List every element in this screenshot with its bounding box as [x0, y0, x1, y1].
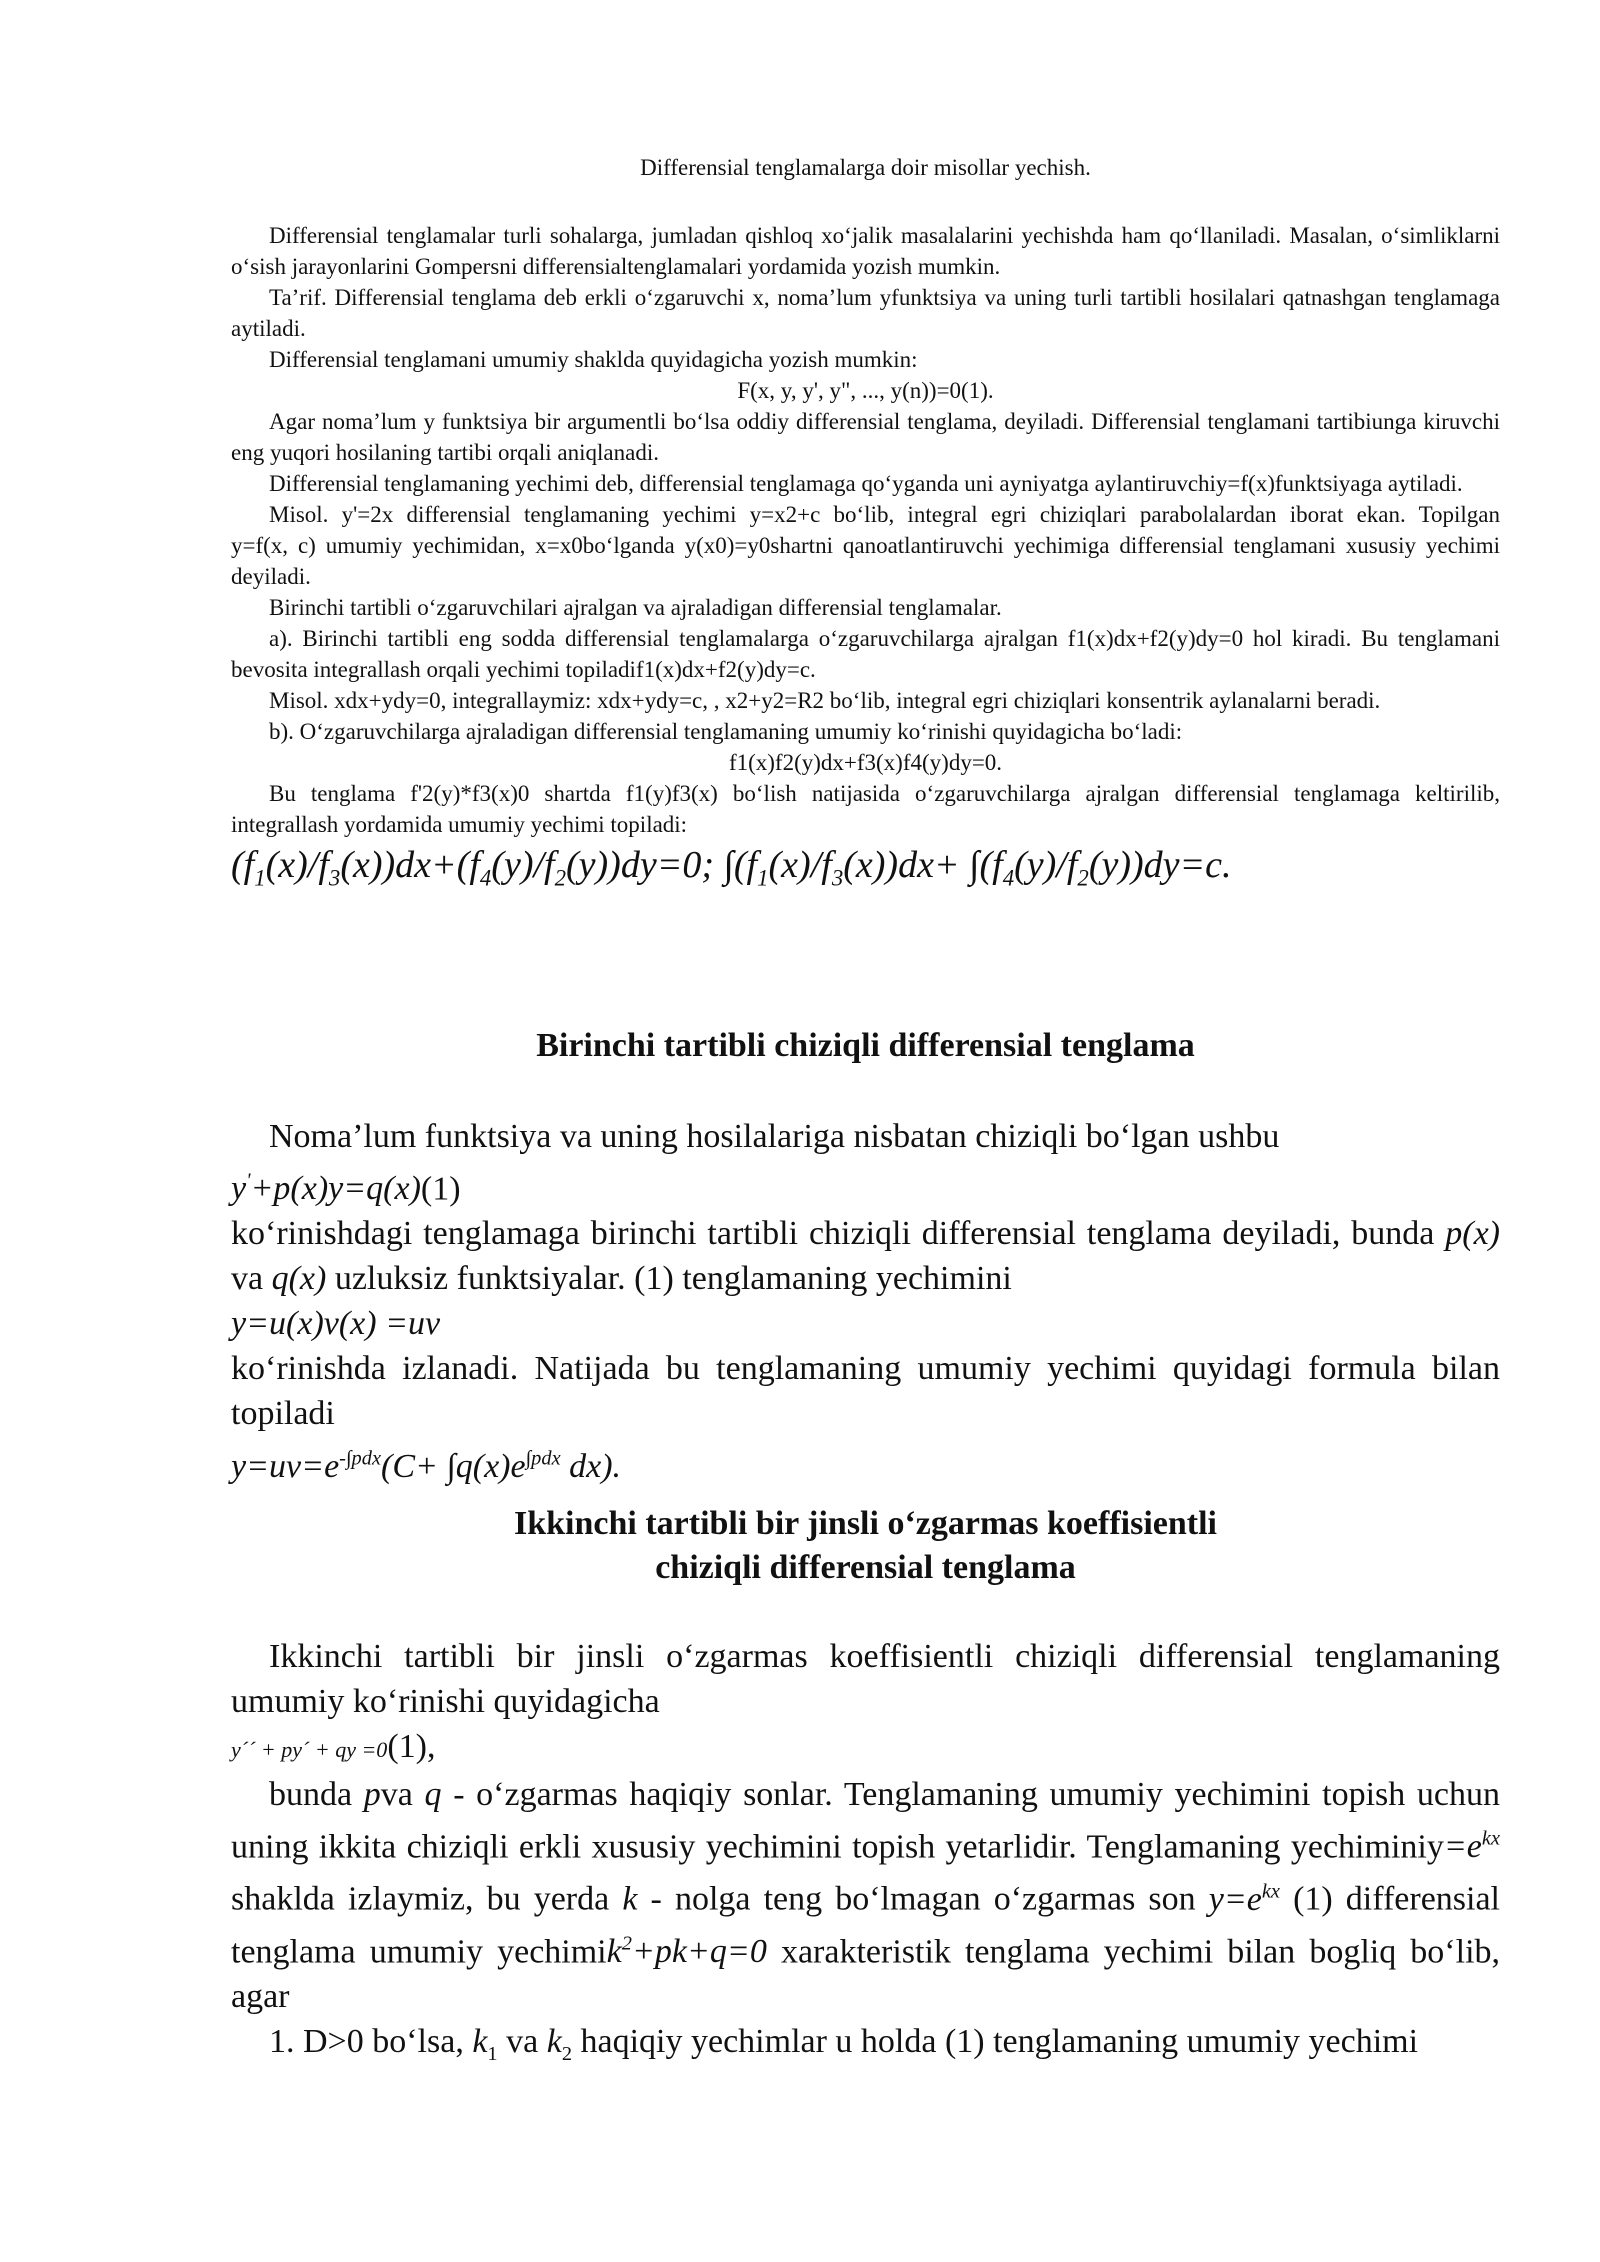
document-title: Differensial tenglamalarga doir misollar yechish. — [640, 155, 1091, 180]
homogeneous-equation: y´´ + py´ + qy =0(1), — [231, 1728, 436, 1765]
section2-body — [231, 1634, 1500, 2077]
general-form-paragraph: Differensial tenglamani umumiy shaklda quyidagicha yozish mumkin: — [269, 347, 918, 372]
section1-heading: Birinchi tartibli chiziqli differensial tenglama — [536, 1027, 1195, 1064]
section1-paragraph-2: ko‘rinishdagi tenglamaga birinchi tartibli chiziqli differensial tenglama deyiladi, bunda p(x) va q(x) uzluksiz funktsiyalar. (1) tenglamaning yechimini — [231, 1215, 1500, 1298]
solution-definition-paragraph: Differensial tenglamaning yechimi deb, differensial tenglamaga qo‘yganda uni ayniyatga aylantiruvchiy=f(x)funktsiyaga aytiladi. — [269, 471, 1463, 496]
section2-paragraph-3: 1. D>0 bo‘lsa, $k_1$ va $k_2$ haqiqiy yechimlar u holda (1) tenglamaning umumiy yechimi — [269, 2022, 1419, 2065]
section1-paragraph-3: ko‘rinishda izlanadi. Natijada bu tenglamaning umumiy yechimi quyidagi formula bilan topiladi — [231, 1350, 1500, 1433]
integral-formula: $(f_1(x)/f_3(x))dx+(f_4(y)/f_2(y))dy=0$; $\int(f_1(x)/f_3(x))dx+ \int(f_4(y)/f_2(y))dy=c$. — [231, 844, 1232, 891]
separable-heading: Birinchi tartibli o‘zgaruvchilari ajralgan va ajraladigan differensial tenglamalar. — [269, 595, 1002, 620]
section1-body — [231, 1114, 1500, 1489]
separation-result-paragraph: Bu tenglama f'2(y)*f3(x)0 shartda f1(y)f3(x) bo‘lish natijasida o‘zgaruvchilarga ajralgan differensial tenglamaga keltirilib, integrallash yordamida umumiy yechimi topiladi: — [231, 781, 1500, 837]
separable-case-paragraph: b). O‘zgaruvchilarga ajraladigan differensial tenglamaning umumiy ko‘rinishi quyidagicha bo‘ladi: — [269, 719, 1183, 744]
section2-heading-block — [231, 1502, 1500, 1590]
document-title-block — [231, 152, 1500, 183]
example-paragraph-2: Misol. xdx+ydy=0, integrallaymiz: xdx+ydy=c, , x2+y2=R2 bo‘lib, integral egri chiziqlari konsentrik aylanalarni beradi. — [269, 688, 1381, 713]
ordinary-de-paragraph: Agar noma’lum y funktsiya bir argumentli bo‘lsa oddiy differensial tenglama, deyiladi. Differensial tenglamani tartibiunga kiruvchi eng yuqori hosilaning tartibi orqali aniqlanadi. — [231, 409, 1500, 465]
section1-heading-block — [231, 1024, 1500, 1068]
intro-paragraph-1: Differensial tenglamalar turli sohalarga, jumladan qishloq xo‘jalik masalalarini yechishda ham qo‘llaniladi. Masalan, o‘simliklarni o‘sish jarayonlarini Gompersni differensialtenglamalari yordamida yozish mumkin. — [231, 223, 1500, 279]
section2-paragraph-1: Ikkinchi tartibli bir jinsli o‘zgarmas koeffisientli chiziqli differensial tenglamaning umumiy ko‘rinishi quyidagicha — [231, 1638, 1500, 1720]
general-solution-formula: $y=uv=e^{-\int pdx}(C+ \int q(x)e^{\int pdx}$ dx). — [231, 1447, 622, 1485]
general-form-formula: F(x, y, y', y", ..., y(n))=0(1). — [737, 378, 994, 403]
intro-section — [231, 220, 1500, 904]
separable-formula: f1(x)f2(y)dx+f3(x)f4(y)dy=0. — [728, 750, 1003, 775]
definition-paragraph: Ta’rif. Differensial tenglama deb erkli o‘zgaruvchi x, noma’lum yfunktsiya va uning turli tartibli hosilalari qatnashgan tenglamaga aytiladi. — [231, 285, 1500, 341]
section2-heading-line-2: chiziqli differensial tenglama — [655, 1549, 1076, 1586]
example-paragraph-1: Misol. y'=2x differensial tenglamaning yechimi y=x2+c bo‘lib, integral egri chiziqlari parabolalardan iborat ekan. Topilgan — [269, 502, 1500, 527]
section1-paragraph-1: Noma’lum funktsiya va uning hosilalariga nisbatan chiziqli bo‘lgan ushbu — [269, 1118, 1280, 1155]
separated-case-paragraph: a). Birinchi tartibli eng sodda differensial tenglamalarga o‘zgaruvchilarga ajralgan f1(x)dx+f2(y)dy=0 hol kiradi. Bu tenglamani bevosita integrallash orqali yechimi topiladif1(x)dx+f2(y)dy=c. — [231, 626, 1500, 682]
particular-solution-paragraph: y=f(x, c) umumiy yechimidan, x=x0bo‘lganda y(x0)=y0shartni qanoatlantiruvchi yechimiga differensial tenglamani xususiy yechimi deyiladi. — [231, 533, 1500, 589]
section2-paragraph-2: bunda pva q - o‘zgarmas haqiqiy sonlar. Tenglamaning umumiy yechimini topish uchun uning ikkita chiziqli erkli xususiy yechimini topish yetarlidir. Tenglamaning $yechiminiy=e^{kx}$ shaklda izlaymiz, bu yerda k - nolga teng bo‘lmagan o‘zgarmas son $y=e^{kx}$ (1) differensial tenglama umumiy yechimik$^2$+pk+q=0 xarakteristik tenglama yechimi bilan bogliq bo‘lib, agar — [231, 1776, 1501, 2015]
section2-heading-line-1: Ikkinchi tartibli bir jinsli o‘zgarmas koeffisientli — [513, 1505, 1217, 1542]
linear-equation: y'+p(x)y=q(x)(1) — [231, 1170, 461, 1208]
substitution-formula: y=u(x)v(x) =uv — [231, 1305, 441, 1343]
